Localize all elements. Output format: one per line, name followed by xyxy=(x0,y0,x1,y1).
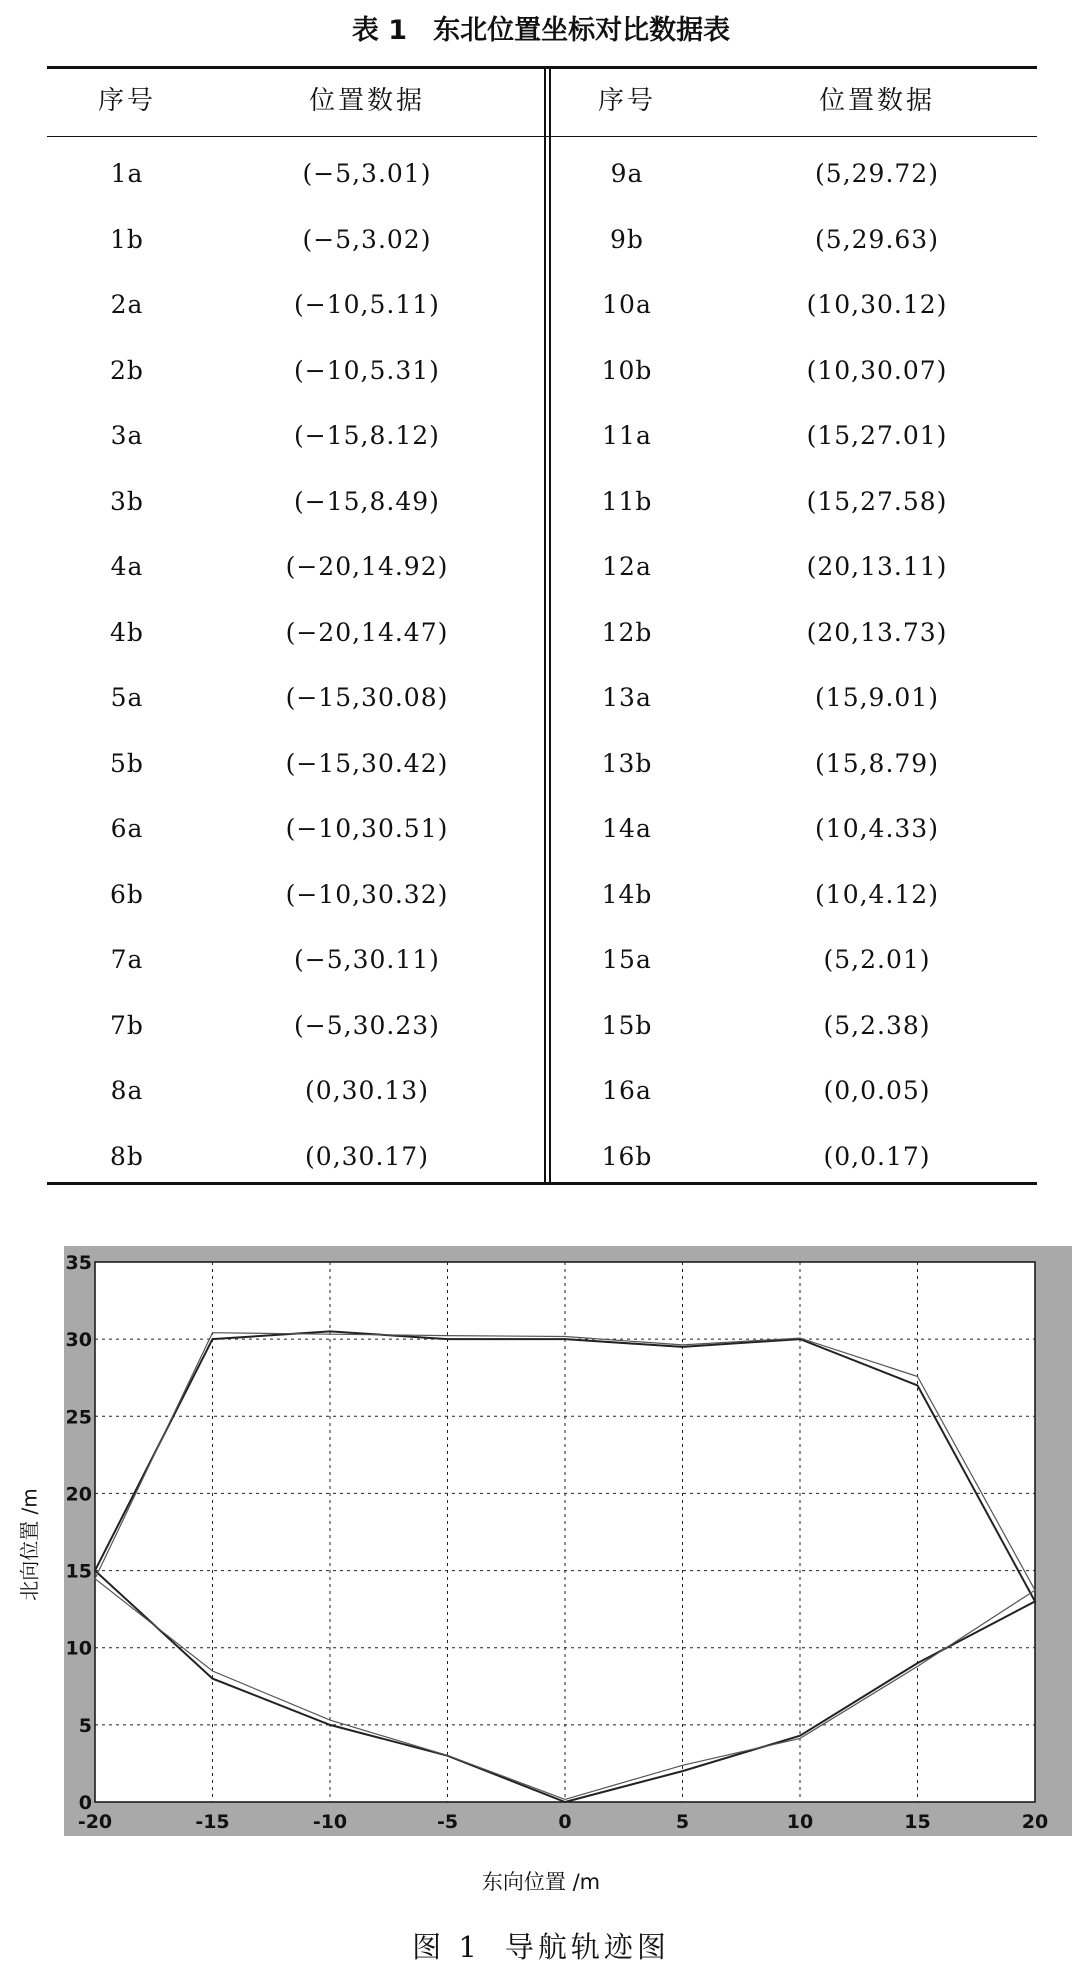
table-header-rule xyxy=(47,136,1037,137)
x-tick-label: 15 xyxy=(904,1811,931,1833)
row-index-right: 15b xyxy=(601,1010,653,1040)
row-index-right: 10b xyxy=(601,355,653,385)
y-tick-label: 20 xyxy=(65,1483,92,1506)
header-position-left: 位置数据 xyxy=(308,86,425,116)
row-position-left: (0,30.13) xyxy=(305,1076,429,1105)
x-tick-label: -15 xyxy=(195,1811,230,1833)
row-index-right: 16b xyxy=(601,1141,653,1171)
row-index-right: 12b xyxy=(601,617,653,647)
row-position-left: (−15,30.08) xyxy=(285,683,449,712)
header-index-left: 序号 xyxy=(97,86,156,116)
row-position-right: (10,4.33) xyxy=(815,814,939,843)
row-position-left: (−20,14.92) xyxy=(285,552,449,581)
row-index-right: 15a xyxy=(602,945,652,974)
row-position-left: (−10,5.31) xyxy=(294,355,440,385)
row-index-left: 1b xyxy=(110,224,144,254)
row-position-left: (−15,8.49) xyxy=(294,486,440,516)
row-position-right: (15,8.79) xyxy=(815,748,939,778)
row-position-left: (−20,14.47) xyxy=(285,617,449,647)
row-index-left: 6a xyxy=(110,814,144,843)
row-index-left: 4b xyxy=(110,617,144,647)
y-tick-label: 15 xyxy=(65,1560,92,1583)
row-position-right: (20,13.11) xyxy=(806,552,948,581)
row-index-right: 10a xyxy=(602,290,652,319)
y-tick-label: 5 xyxy=(78,1714,92,1737)
coordinate-table xyxy=(47,66,1037,1186)
row-index-right: 16a xyxy=(602,1076,652,1105)
row-index-left: 4a xyxy=(110,552,144,581)
y-tick-label: 35 xyxy=(65,1252,92,1274)
row-position-left: (−5,3.01) xyxy=(302,159,432,188)
row-index-left: 6b xyxy=(110,879,144,909)
row-position-right: (10,4.12) xyxy=(815,879,939,909)
row-position-right: (5,2.01) xyxy=(823,945,931,974)
row-position-left: (−10,5.11) xyxy=(294,290,440,319)
row-position-left: (−10,30.51) xyxy=(285,814,449,843)
row-index-left: 1a xyxy=(110,159,144,188)
row-position-left: (0,30.17) xyxy=(305,1141,429,1171)
table-title-text: 东北位置坐标对比数据表 xyxy=(433,15,731,46)
table-title xyxy=(0,8,1082,47)
x-tick-label: 20 xyxy=(1021,1811,1049,1833)
row-index-right: 13b xyxy=(601,748,653,778)
x-tick-label: 5 xyxy=(675,1811,690,1833)
row-position-right: (0,0.05) xyxy=(823,1076,931,1105)
row-position-right: (10,30.12) xyxy=(806,290,948,319)
row-index-right: 13a xyxy=(602,683,652,712)
header-position-right: 位置数据 xyxy=(818,86,935,116)
row-index-right: 12a xyxy=(602,552,652,581)
table-column-divider xyxy=(544,66,551,1185)
row-index-right: 11b xyxy=(601,486,653,516)
row-position-right: (5,29.72) xyxy=(815,159,939,188)
x-tick-label: -20 xyxy=(77,1811,113,1833)
row-position-left: (−5,3.02) xyxy=(302,224,432,254)
x-axis-label: 东向位置 /m xyxy=(481,1870,601,1894)
row-index-left: 7a xyxy=(110,945,144,974)
plot-area xyxy=(95,1262,1035,1802)
row-position-left: (−15,8.12) xyxy=(294,421,440,450)
row-index-right: 14b xyxy=(601,879,653,909)
row-index-left: 5a xyxy=(110,683,144,712)
row-index-left: 7b xyxy=(110,1010,144,1040)
row-position-right: (5,2.38) xyxy=(823,1010,931,1040)
row-index-right: 14a xyxy=(602,814,652,843)
figure-caption-number: 图 1 xyxy=(412,1930,481,1964)
y-axis-label-wrap xyxy=(8,1430,48,1650)
row-index-left: 3a xyxy=(110,421,144,450)
row-index-left: 8a xyxy=(110,1076,144,1105)
row-position-left: (−15,30.42) xyxy=(285,748,449,778)
header-index-right: 序号 xyxy=(597,86,656,116)
x-tick-label: 0 xyxy=(558,1811,572,1833)
row-position-right: (20,13.73) xyxy=(806,617,948,647)
y-tick-label: 0 xyxy=(78,1792,92,1814)
x-tick-label: 10 xyxy=(786,1811,814,1833)
y-axis-label: 北向位置 /m xyxy=(17,1488,42,1601)
row-index-right: 9a xyxy=(610,159,644,188)
row-index-left: 3b xyxy=(110,486,144,516)
row-position-right: (15,27.58) xyxy=(806,486,948,516)
trajectory-chart-svg xyxy=(64,1246,1072,1836)
row-position-right: (10,30.07) xyxy=(806,355,948,385)
y-tick-label: 25 xyxy=(65,1406,92,1429)
figure-caption-text: 导航轨迹图 xyxy=(504,1930,670,1964)
y-tick-label: 30 xyxy=(65,1329,92,1352)
row-position-left: (−5,30.11) xyxy=(294,945,440,974)
row-index-right: 11a xyxy=(602,421,652,450)
y-tick-label: 10 xyxy=(65,1637,92,1660)
table-title-number: 表 1 xyxy=(351,15,408,46)
x-tick-label: -5 xyxy=(436,1811,459,1833)
row-index-left: 2b xyxy=(110,355,144,385)
row-position-right: (15,27.01) xyxy=(806,421,948,450)
x-tick-label: -10 xyxy=(312,1811,348,1833)
row-index-right: 9b xyxy=(610,224,644,254)
row-index-left: 8b xyxy=(110,1141,144,1171)
row-index-left: 5b xyxy=(110,748,144,778)
row-position-left: (−10,30.32) xyxy=(285,879,449,909)
row-position-right: (15,9.01) xyxy=(815,683,939,712)
row-index-left: 2a xyxy=(110,290,144,319)
row-position-right: (0,0.17) xyxy=(823,1141,931,1171)
row-position-right: (5,29.63) xyxy=(815,224,939,254)
row-position-left: (−5,30.23) xyxy=(294,1010,440,1040)
trajectory-chart xyxy=(64,1246,1072,1836)
figure-caption xyxy=(0,1925,1082,1966)
